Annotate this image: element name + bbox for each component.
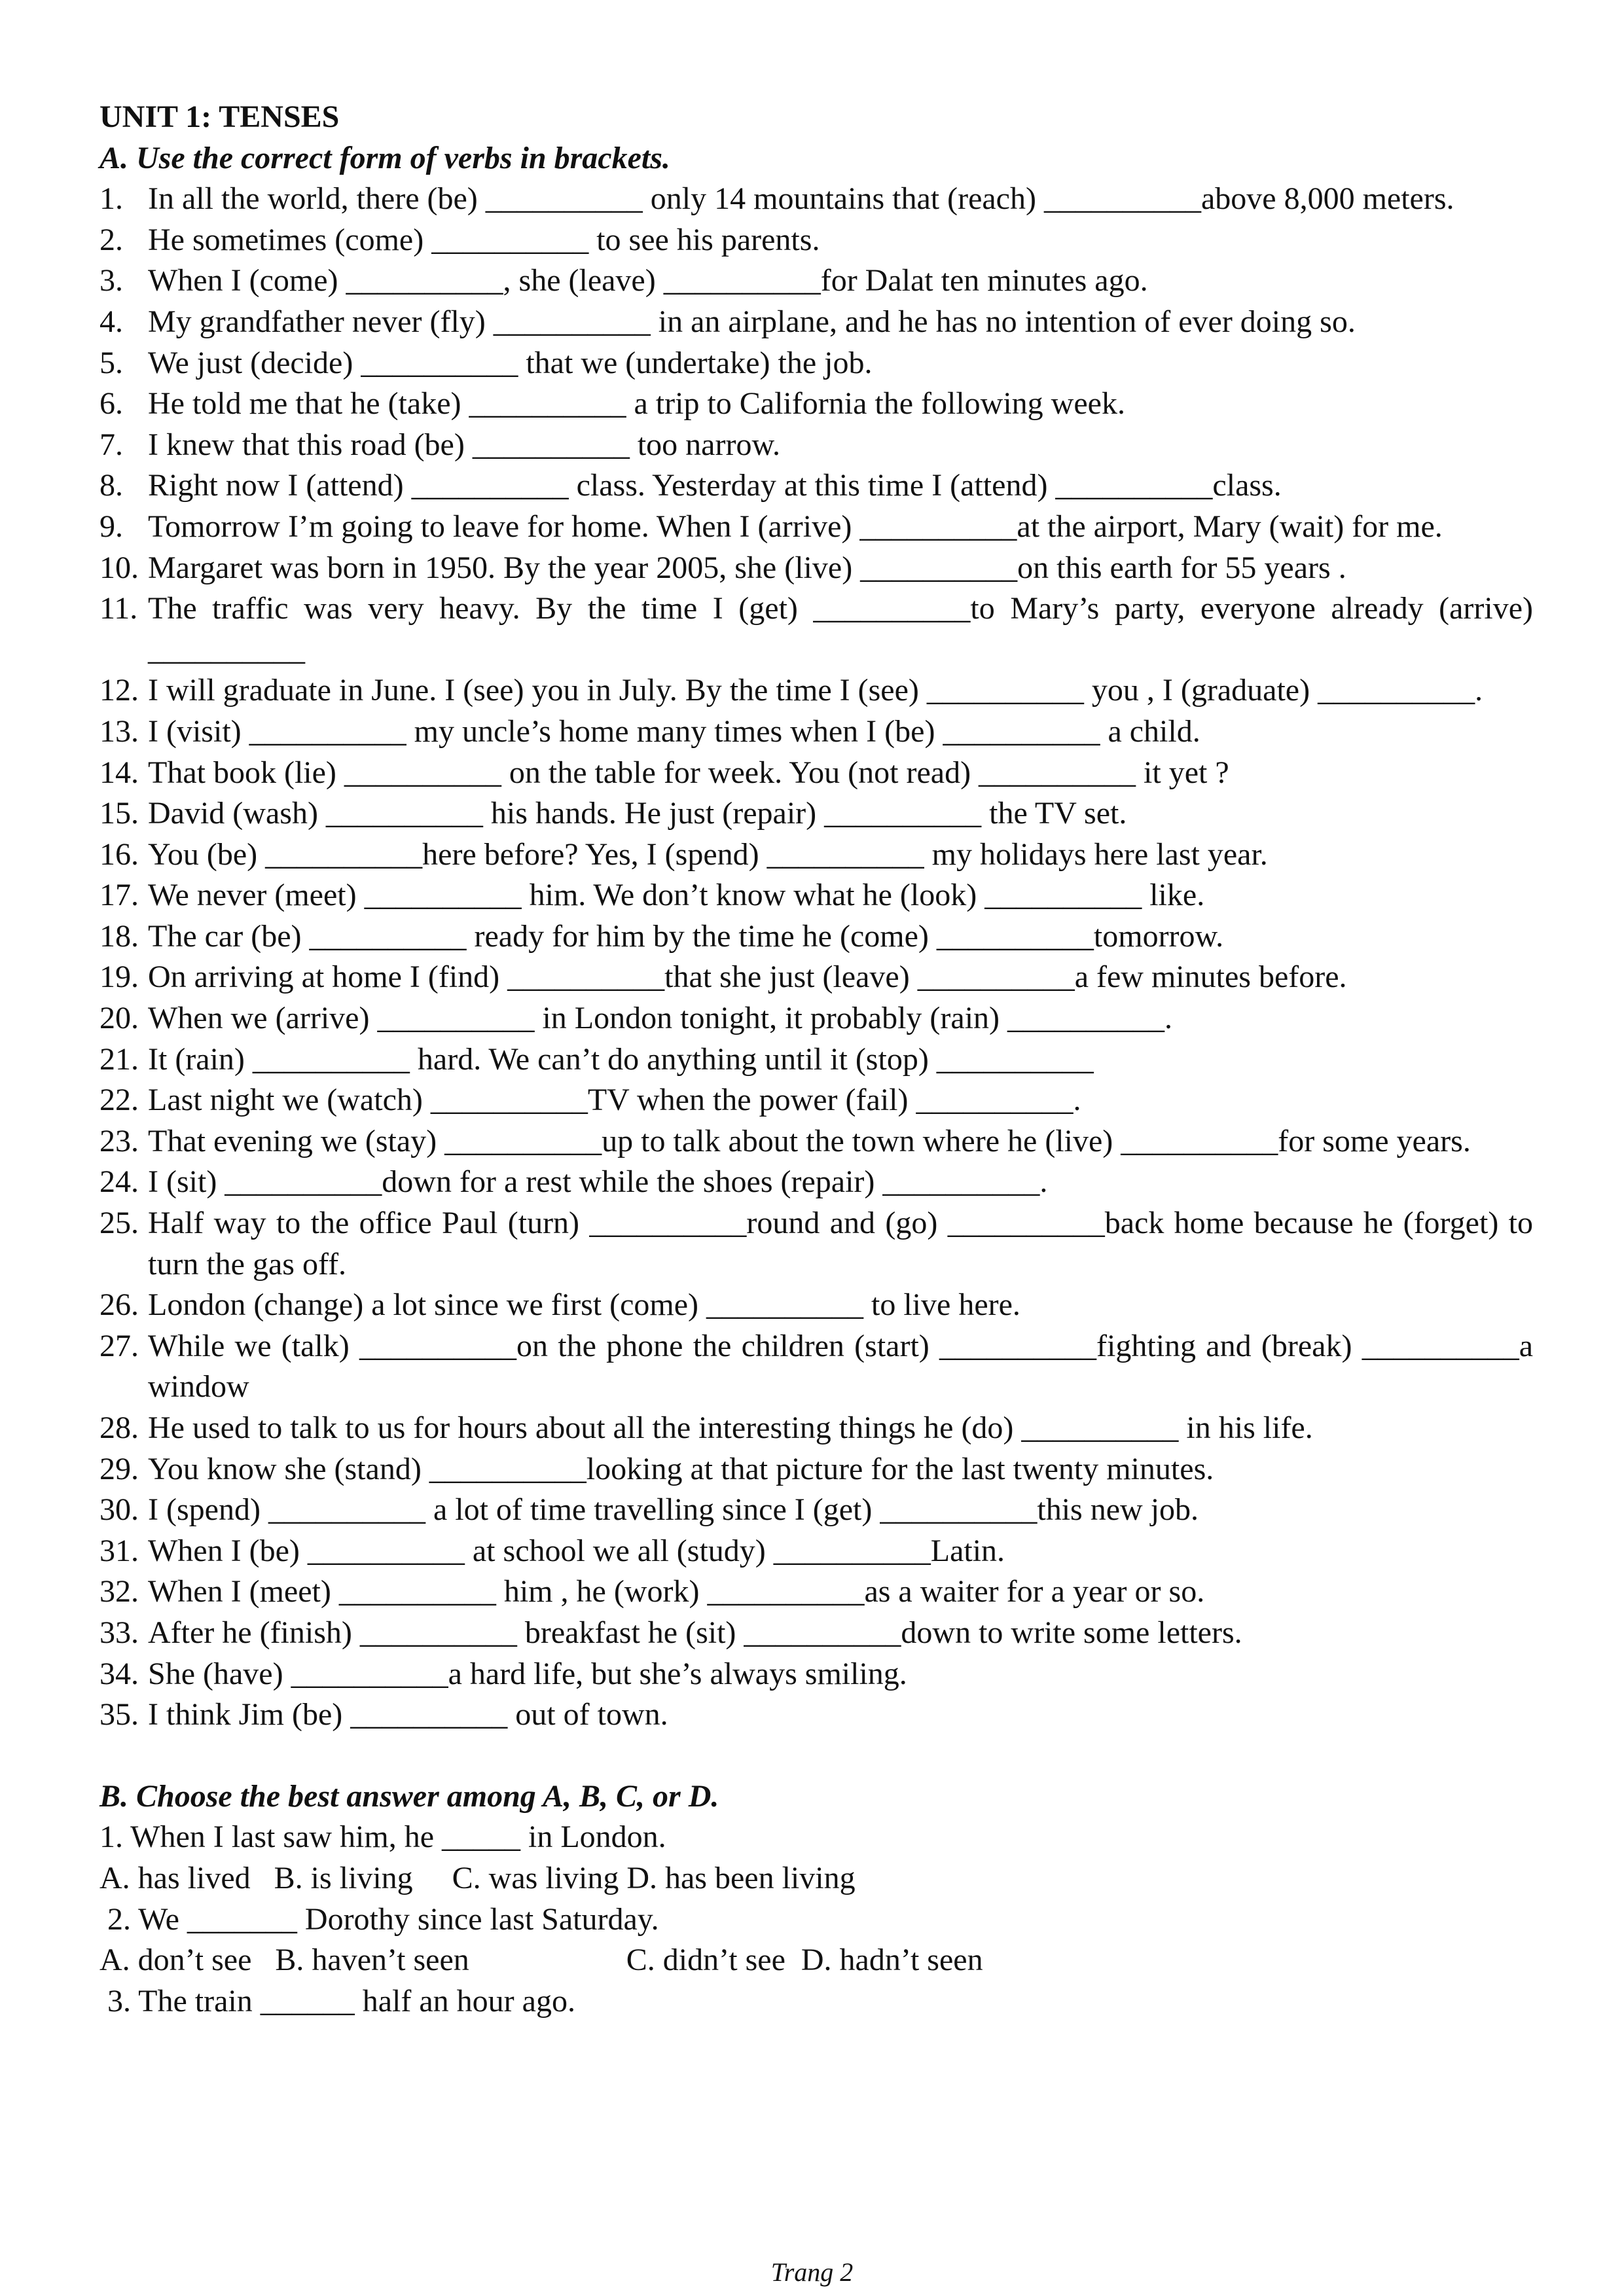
- exercise-text: In all the world, there (be) __________ only 14 mountains that (reach) __________above 8,000 meters.: [148, 181, 1454, 217]
- exercise-number: 31.: [99, 1533, 139, 1568]
- exercise-number: 21.: [99, 1041, 139, 1077]
- section-a-exercise-list: [99, 179, 1533, 1736]
- exercise-item: [99, 179, 1533, 220]
- exercise-item: [99, 875, 1533, 916]
- exercise-number: 32.: [99, 1574, 139, 1609]
- exercise-item: [99, 1162, 1533, 1203]
- exercise-number: 9.: [99, 509, 123, 544]
- worksheet-content: [99, 97, 1533, 2022]
- exercise-number: 5.: [99, 345, 123, 380]
- exercise-item: [99, 465, 1533, 507]
- exercise-item: [99, 711, 1533, 753]
- exercise-text: That evening we (stay) __________up to talk about the town where he (live) __________for some years.: [148, 1123, 1471, 1158]
- exercise-number: 2.: [99, 222, 123, 257]
- exercise-number: 4.: [99, 304, 123, 339]
- exercise-text: I think Jim (be) __________ out of town.: [148, 1697, 668, 1732]
- exercise-number: 7.: [99, 427, 123, 462]
- section-b: [99, 1776, 1533, 2022]
- exercise-item: [99, 1449, 1533, 1490]
- exercise-text: When I (come) __________, she (leave) __________for Dalat ten minutes ago.: [148, 263, 1148, 298]
- exercise-text: I will graduate in June. I (see) you in July. By the time I (see) __________ you , I (graduate) __________.: [148, 673, 1483, 708]
- exercise-number: 17.: [99, 878, 139, 913]
- exercise-item: [99, 793, 1533, 834]
- exercise-item: [99, 1531, 1533, 1572]
- exercise-number: 16.: [99, 836, 139, 872]
- section-b-options-2: A. don’t see B. haven’t seen C. didn’t see D. hadn’t seen: [99, 1943, 983, 1978]
- exercise-item: [99, 670, 1533, 711]
- exercise-item: [99, 916, 1533, 958]
- exercise-number: 34.: [99, 1656, 139, 1691]
- exercise-item: [99, 425, 1533, 466]
- exercise-item: [99, 1039, 1533, 1081]
- exercise-item: [99, 998, 1533, 1039]
- exercise-item: [99, 507, 1533, 548]
- exercise-item: [99, 1490, 1533, 1531]
- exercise-text: I (visit) __________ my uncle’s home many times when I (be) __________ a child.: [148, 713, 1200, 749]
- exercise-text: You (be) __________here before? Yes, I (spend) __________ my holidays here last year.: [148, 836, 1268, 872]
- exercise-item: [99, 220, 1533, 261]
- exercise-number: 12.: [99, 673, 139, 708]
- exercise-text: He told me that he (take) __________ a trip to California the following week.: [148, 386, 1125, 422]
- exercise-number: 25.: [99, 1206, 139, 1241]
- exercise-item: [99, 548, 1533, 589]
- exercise-item: [99, 260, 1533, 302]
- exercise-item: [99, 834, 1533, 876]
- page-number: Trang 2: [770, 2257, 854, 2287]
- exercise-item: [99, 343, 1533, 384]
- exercise-text: London (change) a lot since we first (come) __________ to live here.: [148, 1287, 1020, 1323]
- exercise-text: Margaret was born in 1950. By the year 2005, she (live) __________on this earth for 55 years .: [148, 550, 1346, 585]
- exercise-text: When I (be) __________ at school we all (study) __________Latin.: [148, 1533, 1005, 1568]
- exercise-number: 29.: [99, 1451, 139, 1486]
- exercise-number: 13.: [99, 713, 139, 749]
- exercise-text: When I (meet) __________ him , he (work) __________as a waiter for a year or so.: [148, 1574, 1205, 1609]
- exercise-text: You know she (stand) __________looking at that picture for the last twenty minutes.: [148, 1451, 1214, 1486]
- exercise-text: On arriving at home I (find) __________that she just (leave) __________a few minutes before.: [148, 960, 1347, 995]
- exercise-number: 10.: [99, 550, 139, 585]
- exercise-text: I (sit) __________down for a rest while the shoes (repair) __________.: [148, 1164, 1048, 1200]
- exercise-item: [99, 957, 1533, 998]
- exercise-text: That book (lie) __________ on the table for week. You (not read) __________ it yet ?: [148, 755, 1229, 790]
- exercise-number: 27.: [99, 1328, 139, 1363]
- exercise-item: [99, 302, 1533, 343]
- section-b-question-3: 3. The train ______ half an hour ago.: [99, 1983, 575, 2018]
- exercise-item: [99, 1121, 1533, 1162]
- exercise-text: The car (be) __________ ready for him by the time he (come) __________tomorrow.: [148, 918, 1224, 954]
- exercise-number: 8.: [99, 468, 123, 503]
- exercise-text: When we (arrive) __________ in London tonight, it probably (rain) __________.: [148, 1001, 1173, 1036]
- exercise-number: 15.: [99, 796, 139, 831]
- exercise-text: He sometimes (come) __________ to see his parents.: [148, 222, 820, 257]
- section-b-question-1: 1. When I last saw him, he _____ in London.: [99, 1820, 666, 1855]
- exercise-number: 3.: [99, 263, 123, 298]
- exercise-text: While we (talk) __________on the phone the children (start) __________fighting and (break) __________a window: [148, 1328, 1533, 1405]
- exercise-item: [99, 1326, 1533, 1408]
- exercise-text: Half way to the office Paul (turn) __________round and (go) __________back home because he (forget) to turn the gas off.: [148, 1206, 1533, 1282]
- exercise-number: 18.: [99, 918, 139, 954]
- section-b-title: B. Choose the best answer among A, B, C, or D.: [99, 1778, 719, 1814]
- exercise-text: Right now I (attend) __________ class. Yesterday at this time I (attend) __________class.: [148, 468, 1282, 503]
- exercise-number: 14.: [99, 755, 139, 790]
- exercise-item: [99, 1203, 1533, 1285]
- exercise-text: She (have) __________a hard life, but she’s always smiling.: [148, 1656, 907, 1691]
- unit-title: UNIT 1: TENSES: [99, 99, 340, 134]
- exercise-number: 20.: [99, 1001, 139, 1036]
- exercise-number: 30.: [99, 1492, 139, 1528]
- exercise-item: [99, 1695, 1533, 1736]
- exercise-number: 33.: [99, 1615, 139, 1650]
- exercise-text: My grandfather never (fly) __________ in an airplane, and he has no intention of ever doing so.: [148, 304, 1356, 339]
- section-b-question-2: 2. We _______ Dorothy since last Saturday.: [99, 1901, 659, 1937]
- exercise-number: 23.: [99, 1123, 139, 1158]
- exercise-text: The traffic was very heavy. By the time I (get) __________to Mary’s party, everyone already (arrive) __________: [148, 591, 1533, 667]
- exercise-text: We just (decide) __________ that we (undertake) the job.: [148, 345, 873, 380]
- exercise-text: After he (finish) __________ breakfast he (sit) __________down to write some letters.: [148, 1615, 1242, 1650]
- exercise-item: [99, 1654, 1533, 1695]
- section-b-options-1: A. has lived B. is living C. was living D. has been living: [99, 1860, 856, 1895]
- exercise-number: 26.: [99, 1287, 139, 1323]
- exercise-text: Last night we (watch) __________TV when the power (fail) __________.: [148, 1083, 1081, 1118]
- exercise-number: 1.: [99, 181, 123, 217]
- exercise-text: David (wash) __________ his hands. He just (repair) __________ the TV set.: [148, 796, 1127, 831]
- exercise-text: I (spend) __________ a lot of time travelling since I (get) __________this new job.: [148, 1492, 1199, 1528]
- exercise-text: Tomorrow I’m going to leave for home. When I (arrive) __________at the airport, Mary (wait) for me.: [148, 509, 1443, 544]
- exercise-text: I knew that this road (be) __________ too narrow.: [148, 427, 780, 462]
- exercise-item: [99, 1408, 1533, 1449]
- exercise-number: 22.: [99, 1083, 139, 1118]
- exercise-item: [99, 1285, 1533, 1326]
- exercise-item: [99, 384, 1533, 425]
- exercise-number: 6.: [99, 386, 123, 422]
- exercise-number: 19.: [99, 960, 139, 995]
- exercise-item: [99, 588, 1533, 670]
- exercise-text: It (rain) __________ hard. We can’t do anything until it (stop) __________: [148, 1041, 1094, 1077]
- exercise-number: 24.: [99, 1164, 139, 1200]
- exercise-text: He used to talk to us for hours about all the interesting things he (do) __________ in his life.: [148, 1410, 1313, 1445]
- section-a-title: A. Use the correct form of verbs in brackets.: [99, 140, 670, 175]
- exercise-number: 28.: [99, 1410, 139, 1445]
- exercise-item: [99, 753, 1533, 794]
- exercise-item: [99, 1080, 1533, 1121]
- exercise-number: 35.: [99, 1697, 139, 1732]
- exercise-item: [99, 1571, 1533, 1613]
- exercise-number: 11.: [99, 591, 138, 626]
- exercise-item: [99, 1613, 1533, 1654]
- exercise-text: We never (meet) __________ him. We don’t know what he (look) __________ like.: [148, 878, 1205, 913]
